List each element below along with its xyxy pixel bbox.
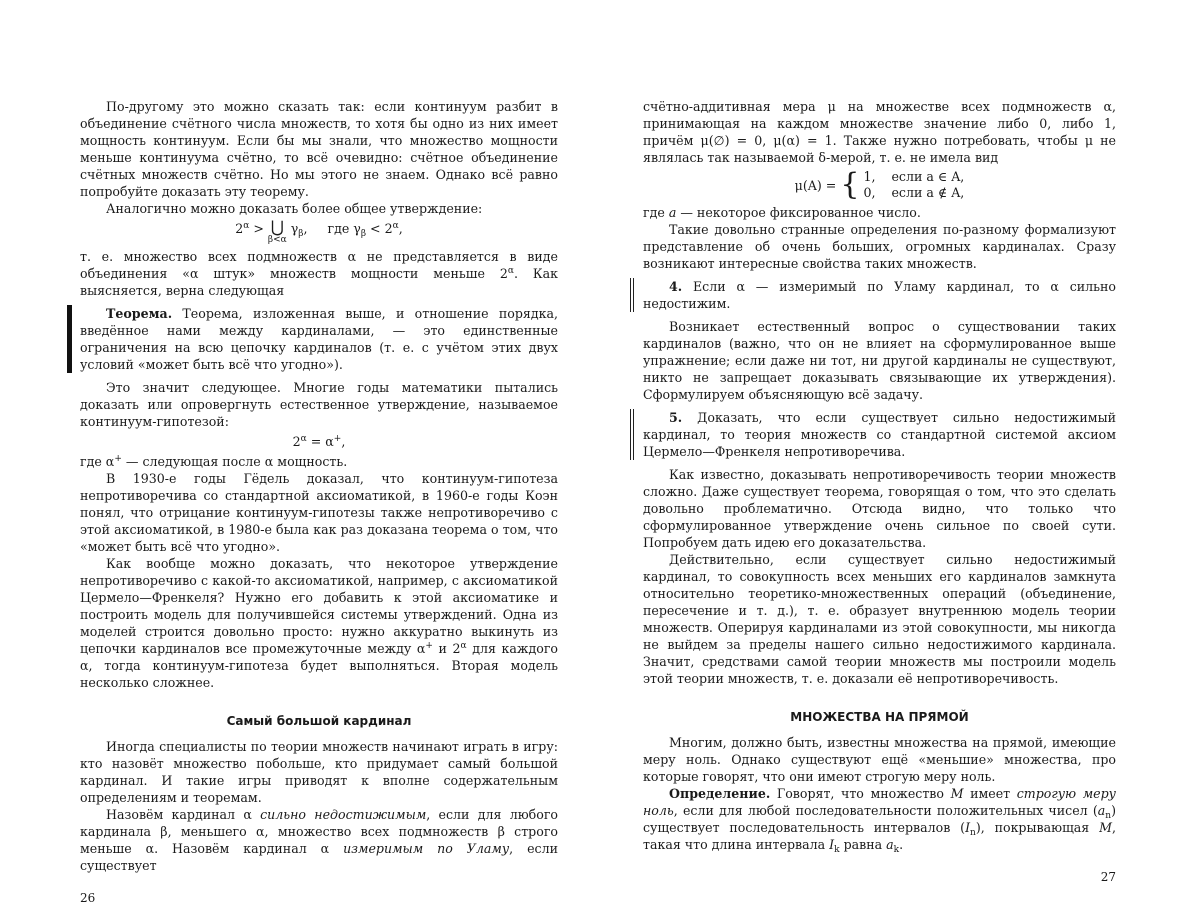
section-heading: МНОЖЕСТВА НА ПРЯМОЙ: [643, 709, 1116, 726]
paragraph: где α+ — следующая после α мощность.: [80, 453, 558, 470]
paragraph: Многим, должно быть, известны множества на прямой, имеющие меру ноль. Однако существуют ещё «меньшие» множества, про которые говорят, что они имеют строгую меру ноль.: [643, 734, 1116, 785]
paragraph: Как вообще можно доказать, что некоторое утверждение непротиворечиво с какой-то аксиоматикой, например, с аксиоматикой Цермело—Френкеля? Нужно его добавить к этой аксиоматике и построить модель для получившейся системы утверждений. Одна из моделей строится довольно просто: нужно аккуратно выкинуть из цепочки кардиналов все промежуточные между α+ и 2α для каждого α, тогда континуум-гипотеза будет выполняться. Вторая модель несколько сложнее.: [80, 555, 558, 691]
paragraph: Возникает естественный вопрос о существовании таких кардиналов (важно, что он не влияет на сформулированное выше упражнение; если даже ни тот, ни другой кардиналы не существуют, никто не запрещает доказывать связывающие их утверждения). Сформулируем объясняющую всё задачу.: [643, 318, 1116, 403]
paragraph: где a — некоторое фиксированное число.: [643, 204, 1116, 221]
right-page: [643, 0, 1116, 886]
formula-continuum-hypothesis: 2α = α+,: [80, 433, 558, 450]
exercise-4: 4. Если α — измеримый по Уламу кардинал, то α сильно недостижим.: [630, 278, 1116, 312]
theorem-label: Теорема.: [106, 306, 172, 321]
section-heading: Самый большой кардинал: [80, 713, 558, 730]
paragraph: Действительно, если существует сильно недостижимый кардинал, то совокупность всех меньших его кардиналов замкнута относительно теоретико-множественных операций (объединение, пересечение и т. д.), т. е. образует внутреннюю модель теории множеств. Оперируя кардиналами из этой совокупности, мы никогда не выйдем за пределы нашего сильно недостижимого кардинала. Значит, средствами самой теории множеств мы построили модель этой теории множеств, т. е. доказали её непротиворечивость.: [643, 551, 1116, 687]
left-page: [80, 0, 558, 907]
paragraph: Это значит следующее. Многие годы математики пытались доказать или опровергнуть естественное утверждение, называемое континуум-гипотезой:: [80, 379, 558, 430]
formula-delta-measure: μ(A) = { 1, если a ∈ A, 0, если a ∉ A,: [643, 169, 1116, 201]
paragraph: т. е. множество всех подмножеств α не представляется в виде объединения «α штук» множеств мощности меньше 2α. Как выясняется, верна следующая: [80, 248, 558, 299]
page-number: 26: [80, 890, 558, 907]
paragraph: Аналогично можно доказать более общее утверждение:: [80, 200, 558, 217]
definition: Определение. Говорят, что множество M имеет строгую меру ноль, если для любой последовательности положительных чисел (an) существует последовательность интервалов (In), покрывающая M, такая что длина интервала Ik равна ak.: [643, 785, 1116, 853]
paragraph: Иногда специалисты по теории множеств начинают играть в игру: кто назовёт множество побольше, кто придумает самый большой кардинал. И такие игры приводят к вполне содержательным определениям и теоремам.: [80, 738, 558, 806]
paragraph: Такие довольно странные определения по-разному формализуют представление об очень больших, огромных кардиналах. Сразу возникают интересные свойства таких множеств.: [643, 221, 1116, 272]
paragraph: счётно-аддитивная мера μ на множестве всех подмножеств α, принимающая на каждом множестве значение либо 0, либо 1, причём μ(∅) = 0, μ(α) = 1. Также нужно потребовать, чтобы μ не являлась так называемой δ-мерой, т. е. не имела вид: [643, 98, 1116, 166]
paragraph: Назовём кардинал α сильно недостижимым, если для любого кардинала β, меньшего α, множество всех подмножеств β строго меньше α. Назовём кардинал α измеримым по Уламу, если существует: [80, 806, 558, 874]
paragraph: В 1930-е годы Гёдель доказал, что континуум-гипотеза непротиворечива со стандартной аксиоматикой, в 1960-е годы Коэн понял, что отрицание континуум-гипотезы также непротиворечиво с этой аксиоматикой, в 1980-е была как раз доказана теорема о том, что «может быть всё что угодно».: [80, 470, 558, 555]
theorem-box: Теорема. Теорема, изложенная выше, и отношение порядка, введённое нами между кардиналами, — это единственные ограничения на всю цепочку кардиналов (т. е. с учётом этих двух условий «может быть всё что угодно»).: [67, 305, 558, 373]
formula-union: 2α > ⋃ β<α γβ, где γβ < 2α,: [80, 220, 558, 245]
paragraph: Как известно, доказывать непротиворечивость теории множеств сложно. Даже существует теорема, говорящая о том, что это сделать довольно проблематично. Отсюда видно, что только что сформулированное утверждение очень сильное по своей сути. Попробуем дать идею его доказательства.: [643, 466, 1116, 551]
paragraph: По-другому это можно сказать так: если континуум разбит в объединение счётного числа множеств, то хотя бы одно из них имеет мощность континуум. Если бы мы знали, что множество мощности меньше континуума счётно, то всё очевидно: счётное объединение счётных множеств счётно. Но мы этого не знаем. Однако всё равно попробуйте доказать эту теорему.: [80, 98, 558, 200]
page-number: 27: [643, 869, 1116, 886]
exercise-5: 5. Доказать, что если существует сильно недостижимый кардинал, то теория множеств со стандартной системой аксиом Цермело—Френкеля непротиворечива.: [630, 409, 1116, 460]
